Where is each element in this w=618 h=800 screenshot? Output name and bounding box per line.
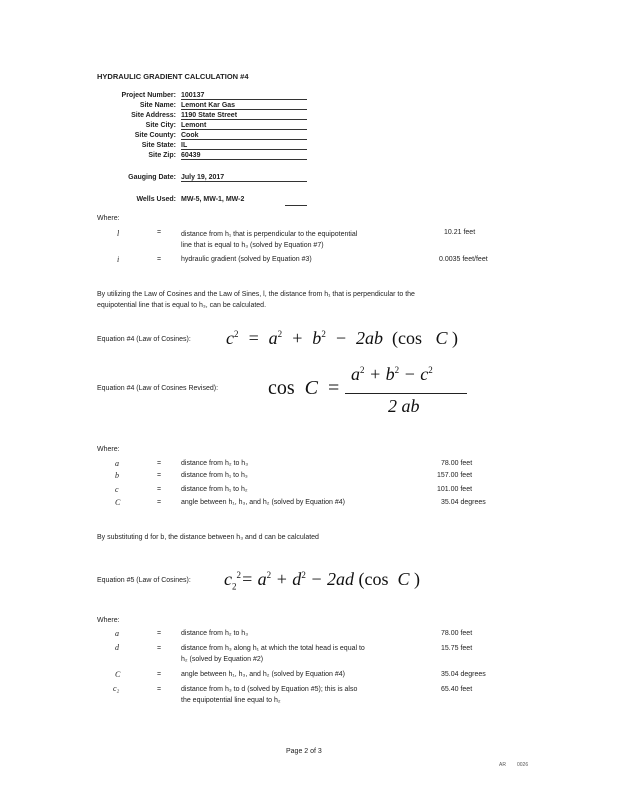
equals-sign: =: [157, 671, 162, 678]
definition-text: distance from h₃ to d (solved by Equation #5); this is also: [181, 686, 358, 693]
definition-value: 65.40 feet: [441, 686, 473, 693]
definition-text: distance from h₂ to h₃: [181, 460, 249, 467]
field-label: Site Name:: [139, 102, 176, 109]
paragraph-line: equipotential line that is equal to h₃, can be calculated.: [97, 302, 267, 309]
definition-value: 101.00 feet: [437, 486, 473, 493]
paragraph-line: By utilizing the Law of Cosines and the Law of Sines, l, the distance from h₁ that is perpendicular to the: [97, 291, 415, 298]
wells-used-label: Wells Used:: [136, 196, 176, 203]
gauging-date-value: July 19, 2017: [181, 174, 307, 182]
definition-text: hydraulic gradient (solved by Equation #3): [181, 256, 312, 263]
where-heading: Where:: [97, 215, 120, 222]
field-value: Lemont: [181, 122, 307, 130]
equals-sign: =: [157, 630, 162, 637]
field-label: Project Number:: [121, 92, 176, 99]
field-label: Site County:: [134, 132, 176, 139]
definition-text: distance from h₁ to h₂: [181, 486, 248, 493]
equals-sign: =: [157, 499, 162, 506]
equals-sign: =: [157, 472, 162, 479]
definition-value: 78.00 feet: [441, 460, 473, 467]
definition-text: angle between h₁, h₃, and h₂ (solved by Equation #4): [181, 499, 345, 506]
field-value: 100137: [181, 92, 307, 100]
definition-value: 0.0035 feet/feet: [439, 256, 488, 263]
symbol-C: C: [115, 670, 121, 679]
symbol-c2: c₂: [113, 684, 120, 693]
equation-4-revised-denominator: 2 ab: [388, 396, 420, 416]
equation-4-revised-numerator: $a^2 + b^2 - c^2$: [351, 364, 433, 384]
where-heading: Where:: [97, 617, 120, 624]
field-value: Lemont Kar Gas: [181, 102, 307, 110]
definition-text: distance from h₁ to h₃: [181, 472, 248, 479]
page-number: Page 2 of 3: [286, 748, 322, 755]
field-label: Site State:: [141, 142, 176, 149]
definition-value: 35.04 degrees: [441, 671, 486, 678]
bates-prefix: AR: [499, 762, 506, 768]
field-value: IL: [181, 142, 307, 150]
field-label: Site Zip:: [148, 152, 176, 159]
symbol-i: i: [117, 255, 120, 264]
equation-label: Equation #5 (Law of Cosines):: [97, 577, 191, 584]
page-title: HYDRAULIC GRADIENT CALCULATION #4: [97, 72, 249, 81]
symbol-a: a: [115, 459, 119, 468]
definition-text: the equipotential line equal to h₂: [181, 697, 281, 704]
definition-value: 35.04 degrees: [441, 499, 486, 506]
definition-text: distance from h₃ along h₁ at which the total head is equal to: [181, 645, 365, 652]
symbol-d: d: [115, 643, 119, 652]
equation-4-formula: $c^2 = a^2 + b^2 - 2ab$ (cos C ): [226, 328, 458, 348]
definition-value: 78.00 feet: [441, 630, 473, 637]
field-label: Site Address:: [131, 112, 176, 119]
definition-text: h₂ (solved by Equation #2): [181, 656, 264, 663]
symbol-a: a: [115, 629, 119, 638]
equals-sign: =: [157, 686, 162, 693]
bates-number: 0026: [517, 762, 529, 768]
fraction-bar: [345, 393, 467, 394]
equation-4-revised-lhs: cos C =: [268, 377, 340, 399]
field-value: 60439: [181, 152, 307, 160]
wells-underline: [285, 205, 307, 206]
wells-used-value: MW-5, MW-1, MW-2: [181, 196, 245, 203]
definition-text: distance from h₂ to h₃: [181, 630, 249, 637]
gauging-date-label: Gauging Date:: [128, 174, 176, 181]
equals-sign: =: [157, 256, 162, 263]
equation-5-formula: $c_2^2= a^2 + d^2 - 2ad$ (cos C ): [224, 569, 420, 592]
field-value: Cook: [181, 132, 307, 140]
definition-text: line that is equal to h₃ (solved by Equation #7): [181, 242, 324, 249]
definition-value: 157.00 feet: [437, 472, 473, 479]
definition-value: 15.75 feet: [441, 645, 473, 652]
symbol-C: C: [115, 498, 121, 507]
definition-value: 10.21 feet: [444, 229, 476, 236]
symbol-l: l: [117, 229, 120, 238]
paragraph-line: By substituting d for b, the distance between h₃ and d can be calculated: [97, 534, 319, 541]
equation-label: Equation #4 (Law of Cosines Revised):: [97, 385, 219, 392]
symbol-b: b: [115, 471, 119, 480]
definition-text: angle between h₁, h₃, and h₂ (solved by Equation #4): [181, 671, 345, 678]
field-value: 1190 State Street: [181, 112, 307, 120]
where-heading: Where:: [97, 446, 120, 453]
equals-sign: =: [157, 229, 162, 236]
equals-sign: =: [157, 460, 162, 467]
field-label: Site City:: [145, 122, 176, 129]
equals-sign: =: [157, 486, 162, 493]
definition-text: distance from h₁ that is perpendicular to the equipotential: [181, 231, 358, 238]
equals-sign: =: [157, 645, 162, 652]
symbol-c: c: [115, 485, 119, 494]
equation-label: Equation #4 (Law of Cosines):: [97, 336, 191, 343]
